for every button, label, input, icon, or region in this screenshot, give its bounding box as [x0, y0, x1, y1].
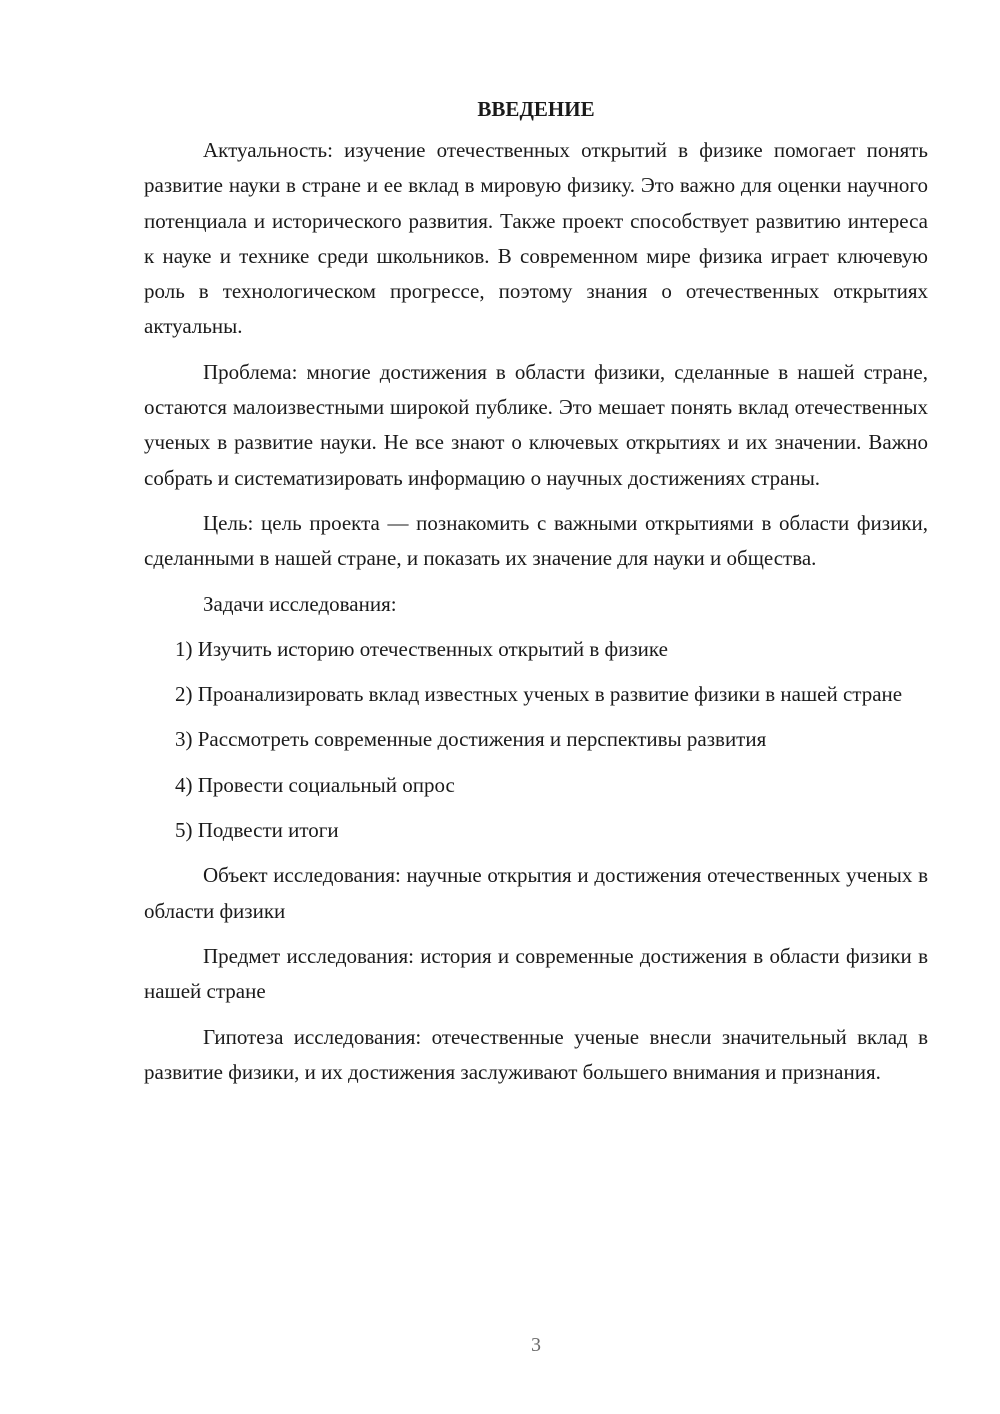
- page-number: 3: [531, 1334, 541, 1356]
- hypothesis-paragraph: Гипотеза исследования: отечественные ученые внесли значительный вклад в развитие физики, и их достижения заслуживают большего внимания и признания.: [144, 1024, 928, 1084]
- task-item: 2) Проанализировать вклад известных ученых в развитие физики в нашей стране: [175, 682, 903, 707]
- object-paragraph: Объект исследования: научные открытия и достижения отечественных ученых в области физики: [144, 863, 928, 923]
- goal-paragraph: Цель: цель проекта — познакомить с важными открытиями в области физики, сделанными в нашей стране, и показать их значение для науки и общества.: [144, 510, 928, 571]
- relevance-paragraph: Актуальность: изучение отечественных открытий в физике помогает понять развитие науки в стране и ее вклад в мировую физику. Это важно для оценки научного потенциала и исторического развития. Также проект способствует развитию интереса к науке и технике среди школьников. В современном мире физика играет ключевую роль в технологическом прогрессе, поэтому знания о отечественных открытиях актуальны.: [144, 138, 928, 339]
- subject-paragraph: Предмет исследования: история и современные достижения в области физики в нашей стране: [144, 943, 928, 1004]
- document-page: [144, 92, 928, 1100]
- section-title: ВВЕДЕНИЕ: [477, 97, 595, 121]
- task-item: 4) Провести социальный опрос: [175, 772, 455, 797]
- tasks-heading: Задачи исследования:: [203, 591, 397, 616]
- task-item: 5) Подвести итоги: [175, 818, 339, 843]
- task-item: 3) Рассмотреть современные достижения и перспективы развития: [175, 727, 767, 752]
- problem-paragraph: Проблема: многие достижения в области физики, сделанные в нашей стране, остаются малоизвестными широкой публике. Это мешает понять вклад отечественных ученых в развитие науки. Не все знают о ключевых открытиях и их значении. Важно собрать и систематизировать информацию о научных достижениях страны.: [144, 359, 928, 490]
- task-item: 1) Изучить историю отечественных открытий в физике: [175, 636, 668, 661]
